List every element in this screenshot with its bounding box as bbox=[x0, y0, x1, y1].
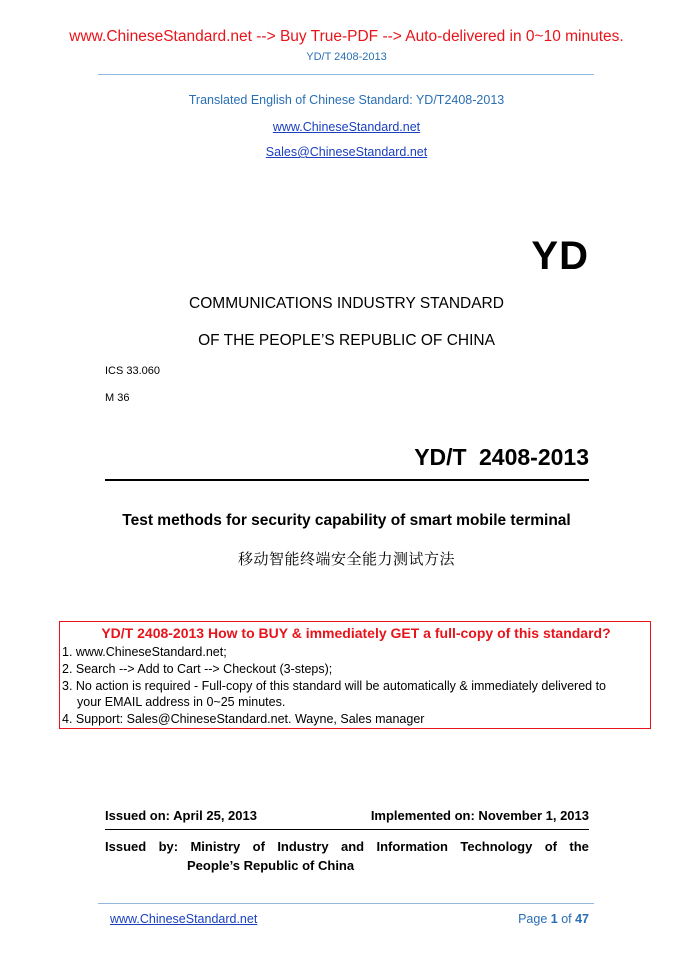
issuer-line-2: People’s Republic of China bbox=[187, 858, 355, 873]
top-banner-link[interactable]: www.ChineseStandard.net --> Buy True-PDF --> Auto-delivered in 0~10 minutes. bbox=[69, 28, 624, 45]
issuer-word: Information bbox=[376, 839, 448, 854]
title-divider bbox=[105, 479, 589, 481]
issuer-word: Industry bbox=[277, 839, 329, 854]
title-english: Test methods for security capability of smart mobile terminal bbox=[122, 512, 571, 529]
list-item: 4. Support: Sales@ChineseStandard.net. Wayne, Sales manager bbox=[62, 712, 425, 727]
header-divider bbox=[98, 74, 594, 75]
issuer-word: Technology bbox=[460, 839, 533, 854]
footer-website-link[interactable]: www.ChineseStandard.net bbox=[110, 912, 258, 926]
page-prefix: Page bbox=[518, 912, 551, 926]
issuer-word: of bbox=[252, 839, 265, 854]
implemented-date: Implemented on: November 1, 2013 bbox=[370, 808, 589, 823]
issuer-word: by: bbox=[158, 839, 179, 854]
org-line-2: OF THE PEOPLE’S REPUBLIC OF CHINA bbox=[198, 332, 495, 349]
issuer-block bbox=[105, 837, 589, 875]
standard-number: YD/T 2408-2013 bbox=[414, 444, 589, 470]
buy-steps-list bbox=[62, 644, 606, 728]
issuer-word: Ministry bbox=[190, 839, 241, 854]
list-item: your EMAIL address in 0~25 minutes. bbox=[77, 695, 286, 710]
header-standard-code: YD/T 2408-2013 bbox=[306, 51, 387, 63]
org-line-1: COMMUNICATIONS INDUSTRY STANDARD bbox=[189, 295, 504, 312]
title-chinese: 移动智能终端安全能力测试方法 bbox=[237, 551, 455, 568]
issuer-word: and bbox=[340, 839, 365, 854]
page-total: 47 bbox=[575, 912, 589, 926]
issuer-word: of bbox=[544, 839, 557, 854]
page-current: 1 bbox=[550, 912, 558, 926]
list-item: 2. Search --> Add to Cart --> Checkout (3-steps); bbox=[62, 661, 333, 676]
page-separator: of bbox=[557, 912, 576, 926]
page-indicator bbox=[518, 912, 589, 926]
footer-divider bbox=[98, 903, 594, 904]
list-item: 1. www.ChineseStandard.net; bbox=[62, 645, 227, 659]
issued-date: Issued on: April 25, 2013 bbox=[105, 808, 257, 823]
ics-code: ICS 33.060 bbox=[105, 365, 161, 377]
buy-info-box bbox=[59, 621, 651, 729]
buy-box-title: YD/T 2408-2013 How to BUY & immediately GET a full-copy of this standard? bbox=[101, 625, 611, 641]
dates-divider bbox=[105, 829, 589, 830]
list-item: 3. No action is required - Full-copy of this standard will be automatically & immediately delivered to bbox=[62, 678, 606, 693]
website-link[interactable]: www.ChineseStandard.net bbox=[272, 120, 421, 134]
translation-note: Translated English of Chinese Standard: YD/T2408-2013 bbox=[188, 93, 505, 107]
issuer-word: Issued bbox=[105, 839, 147, 854]
email-link[interactable]: Sales@ChineseStandard.net bbox=[265, 145, 428, 159]
yd-logo-text: YD bbox=[531, 234, 589, 278]
ccs-code: M 36 bbox=[105, 392, 130, 404]
issuer-line-1 bbox=[105, 837, 589, 856]
issuer-word: the bbox=[569, 839, 589, 854]
